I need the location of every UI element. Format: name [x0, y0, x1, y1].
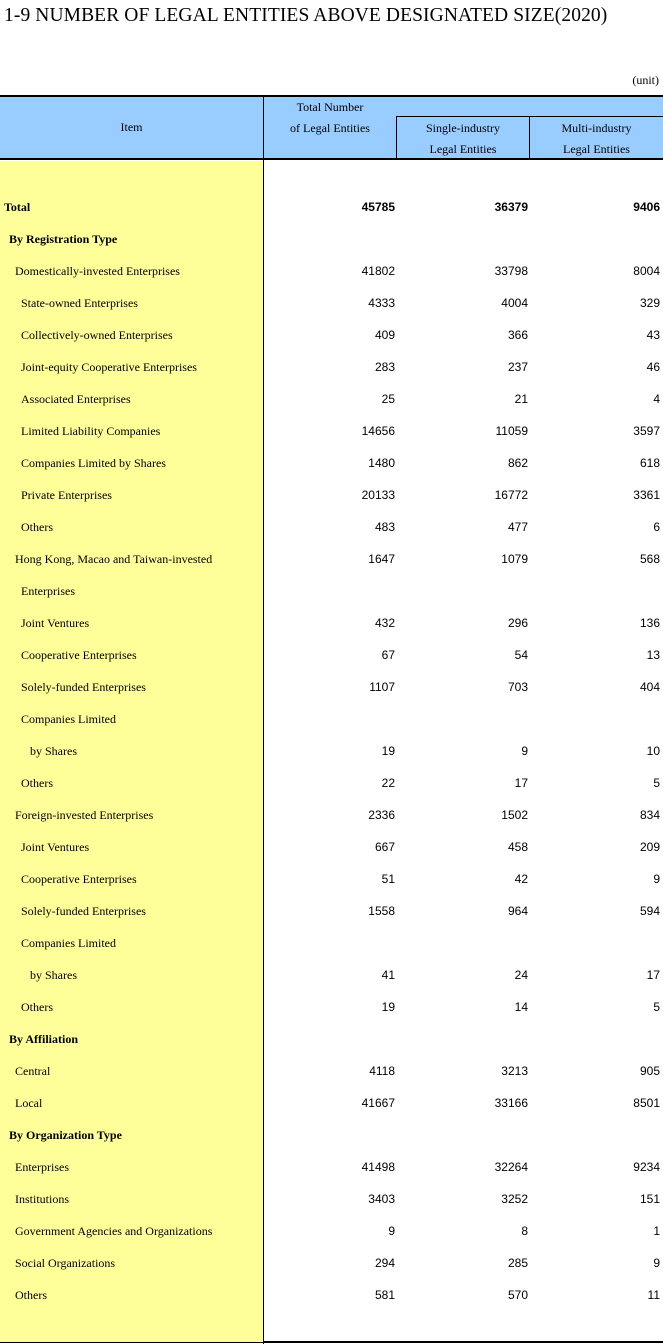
table-row	[0, 1087, 663, 1119]
total-count-cell: 14656	[361, 424, 395, 438]
total-count-cell: 20133	[361, 488, 395, 502]
row-label: Hong Kong, Macao and Taiwan-invested	[15, 552, 213, 566]
table-row	[0, 255, 663, 287]
multi-industry-cell: 905	[639, 1064, 660, 1078]
header-total-line1: Total Number	[296, 100, 364, 114]
single-industry-cell: 366	[507, 328, 528, 342]
multi-industry-cell: 5	[653, 776, 660, 790]
multi-industry-cell: 136	[639, 616, 660, 630]
row-label: Local	[15, 1096, 43, 1110]
row-label: Solely-funded Enterprises	[21, 680, 146, 694]
row-label: Enterprises	[21, 584, 75, 598]
header-single-line1: Single-industry	[426, 121, 500, 135]
multi-industry-cell: 8004	[633, 264, 660, 278]
multi-industry-cell: 4	[653, 392, 660, 406]
header-single-line2: Legal Entities	[429, 142, 497, 156]
table-row	[0, 703, 663, 735]
total-count-cell: 41	[381, 968, 395, 982]
multi-industry-cell: 9	[653, 872, 660, 886]
header-total-line2: of Legal Entities	[290, 121, 370, 135]
total-count-cell: 581	[374, 1288, 395, 1302]
total-count-cell: 45785	[361, 200, 395, 214]
row-label: Social Organizations	[15, 1256, 116, 1270]
total-count-cell: 1107	[369, 680, 395, 694]
total-count-cell: 51	[381, 872, 395, 886]
total-count-cell: 41667	[361, 1096, 395, 1110]
table-row	[0, 863, 663, 895]
multi-industry-cell: 618	[639, 456, 660, 470]
row-label: Cooperative Enterprises	[21, 648, 137, 662]
row-label: Joint Ventures	[21, 840, 90, 854]
total-count-cell: 432	[374, 616, 395, 630]
total-count-cell: 409	[374, 328, 395, 342]
table-row	[0, 287, 663, 319]
total-count-cell: 67	[381, 648, 395, 662]
row-label: by Shares	[30, 968, 77, 982]
row-label: Others	[15, 1288, 47, 1302]
row-label: Associated Enterprises	[21, 392, 131, 406]
single-industry-cell: 21	[514, 392, 528, 406]
multi-industry-cell: 404	[639, 680, 660, 694]
single-industry-cell: 477	[507, 520, 528, 534]
single-industry-cell: 17	[514, 776, 528, 790]
single-industry-cell: 3252	[501, 1192, 528, 1206]
single-industry-cell: 8	[521, 1224, 528, 1238]
row-label: Domestically-invested Enterprises	[15, 264, 180, 278]
total-count-cell: 4118	[369, 1064, 395, 1078]
row-label: Companies Limited	[21, 936, 116, 950]
single-industry-cell: 964	[507, 904, 528, 918]
total-count-cell: 283	[374, 360, 395, 374]
single-industry-cell: 458	[507, 840, 528, 854]
table-row	[0, 831, 663, 863]
row-label: Government Agencies and Organizations	[15, 1224, 213, 1238]
total-count-cell: 1558	[368, 904, 395, 918]
row-label: Total	[4, 200, 31, 214]
table-row	[0, 575, 663, 607]
single-industry-cell: 4004	[501, 296, 528, 310]
total-count-cell: 9	[388, 1224, 395, 1238]
total-count-cell: 4333	[368, 296, 395, 310]
total-count-cell: 483	[374, 520, 395, 534]
table-row	[0, 639, 663, 671]
single-industry-cell: 285	[507, 1256, 528, 1270]
row-label: By Registration Type	[9, 232, 118, 246]
multi-industry-cell: 9406	[633, 200, 660, 214]
single-industry-cell: 14	[514, 1000, 528, 1014]
table-row	[0, 479, 663, 511]
row-label: Foreign-invested Enterprises	[15, 808, 154, 822]
row-label: Limited Liability Companies	[21, 424, 161, 438]
row-label: By Affiliation	[9, 1032, 79, 1046]
header-multi-line1: Multi-industry	[561, 121, 632, 135]
multi-industry-cell: 209	[639, 840, 660, 854]
single-industry-cell: 24	[514, 968, 528, 982]
header-item: Item	[120, 120, 143, 134]
single-industry-cell: 703	[507, 680, 528, 694]
row-label: Companies Limited	[21, 712, 116, 726]
row-label: Central	[15, 1064, 51, 1078]
table-row	[0, 799, 663, 831]
multi-industry-cell: 329	[639, 296, 660, 310]
total-count-cell: 25	[381, 392, 395, 406]
multi-industry-cell: 11	[647, 1288, 660, 1302]
table-row	[0, 415, 663, 447]
header-multi-line2: Legal Entities	[563, 142, 630, 156]
single-industry-cell: 862	[507, 456, 528, 470]
multi-industry-cell: 17	[646, 968, 660, 982]
table-row	[0, 351, 663, 383]
table-row	[0, 895, 663, 927]
table-row	[0, 1151, 663, 1183]
row-label: Enterprises	[15, 1160, 69, 1174]
table-row	[0, 543, 663, 575]
total-count-cell: 19	[381, 744, 395, 758]
table-row	[0, 1119, 663, 1151]
single-industry-cell: 1079	[501, 552, 528, 566]
total-count-cell: 1480	[368, 456, 395, 470]
table-row	[0, 735, 663, 767]
table-row	[0, 191, 663, 223]
single-industry-cell: 11059	[495, 424, 528, 438]
multi-industry-cell: 594	[639, 904, 660, 918]
table-row	[0, 671, 663, 703]
single-industry-cell: 570	[507, 1288, 528, 1302]
total-count-cell: 1647	[368, 552, 395, 566]
table-row	[0, 927, 663, 959]
row-label: Collectively-owned Enterprises	[21, 328, 173, 342]
row-label: Companies Limited by Shares	[21, 456, 166, 470]
row-label: Joint Ventures	[21, 616, 90, 630]
single-industry-cell: 42	[514, 872, 528, 886]
multi-industry-cell: 568	[639, 552, 660, 566]
multi-industry-cell: 10	[646, 744, 660, 758]
single-industry-cell: 296	[507, 616, 528, 630]
table-row	[0, 383, 663, 415]
total-count-cell: 2336	[368, 808, 395, 822]
multi-industry-cell: 834	[639, 808, 660, 822]
table-row	[0, 991, 663, 1023]
row-label: by Shares	[30, 744, 77, 758]
table-row	[0, 1279, 663, 1311]
multi-industry-cell: 3597	[633, 424, 660, 438]
total-count-cell: 19	[381, 1000, 395, 1014]
single-industry-cell: 1502	[501, 808, 528, 822]
row-label: Private Enterprises	[21, 488, 112, 502]
total-count-cell: 667	[374, 840, 395, 854]
single-industry-cell: 36379	[494, 200, 528, 214]
table-row	[0, 1183, 663, 1215]
single-industry-cell: 16772	[494, 488, 528, 502]
row-label: Joint-equity Cooperative Enterprises	[21, 360, 197, 374]
table-row	[0, 767, 663, 799]
row-label: State-owned Enterprises	[21, 296, 138, 310]
table-row	[0, 1055, 663, 1087]
total-count-cell: 41802	[361, 264, 395, 278]
table-row	[0, 1215, 663, 1247]
multi-industry-cell: 8501	[633, 1096, 660, 1110]
single-industry-cell: 32264	[494, 1160, 528, 1174]
single-industry-cell: 33798	[494, 264, 528, 278]
table-row	[0, 959, 663, 991]
multi-industry-cell: 3361	[633, 488, 660, 502]
row-label: Others	[21, 520, 53, 534]
table-row	[0, 319, 663, 351]
total-count-cell: 22	[381, 776, 395, 790]
table-row	[0, 223, 663, 255]
unit-label: (unit)	[632, 73, 659, 87]
multi-industry-cell: 43	[646, 328, 660, 342]
multi-industry-cell: 6	[653, 520, 660, 534]
multi-industry-cell: 9	[653, 1256, 660, 1270]
single-industry-cell: 237	[507, 360, 528, 374]
multi-industry-cell: 5	[653, 1000, 660, 1014]
table-row	[0, 511, 663, 543]
multi-industry-cell: 151	[639, 1192, 660, 1206]
total-count-cell: 294	[374, 1256, 395, 1270]
single-industry-cell: 33166	[494, 1096, 528, 1110]
single-industry-cell: 9	[521, 744, 528, 758]
multi-industry-cell: 1	[653, 1224, 660, 1238]
table-row	[0, 1023, 663, 1055]
row-label: Cooperative Enterprises	[21, 872, 137, 886]
multi-industry-cell: 9234	[633, 1160, 660, 1174]
single-industry-cell: 3213	[501, 1064, 528, 1078]
legal-entities-table	[0, 95, 663, 1344]
row-label: Others	[21, 1000, 53, 1014]
row-label: Others	[21, 776, 53, 790]
multi-industry-cell: 46	[646, 360, 660, 374]
row-label: Institutions	[15, 1192, 70, 1206]
total-count-cell: 3403	[368, 1192, 395, 1206]
row-label: Solely-funded Enterprises	[21, 904, 146, 918]
row-label: By Organization Type	[9, 1128, 122, 1142]
table-row	[0, 447, 663, 479]
table-row	[0, 607, 663, 639]
table-row	[0, 1247, 663, 1279]
total-count-cell: 41498	[361, 1160, 395, 1174]
multi-industry-cell: 13	[646, 648, 660, 662]
page-title: 1-9 NUMBER OF LEGAL ENTITIES ABOVE DESIGNATED SIZE(2020)	[4, 5, 608, 26]
single-industry-cell: 54	[514, 648, 528, 662]
